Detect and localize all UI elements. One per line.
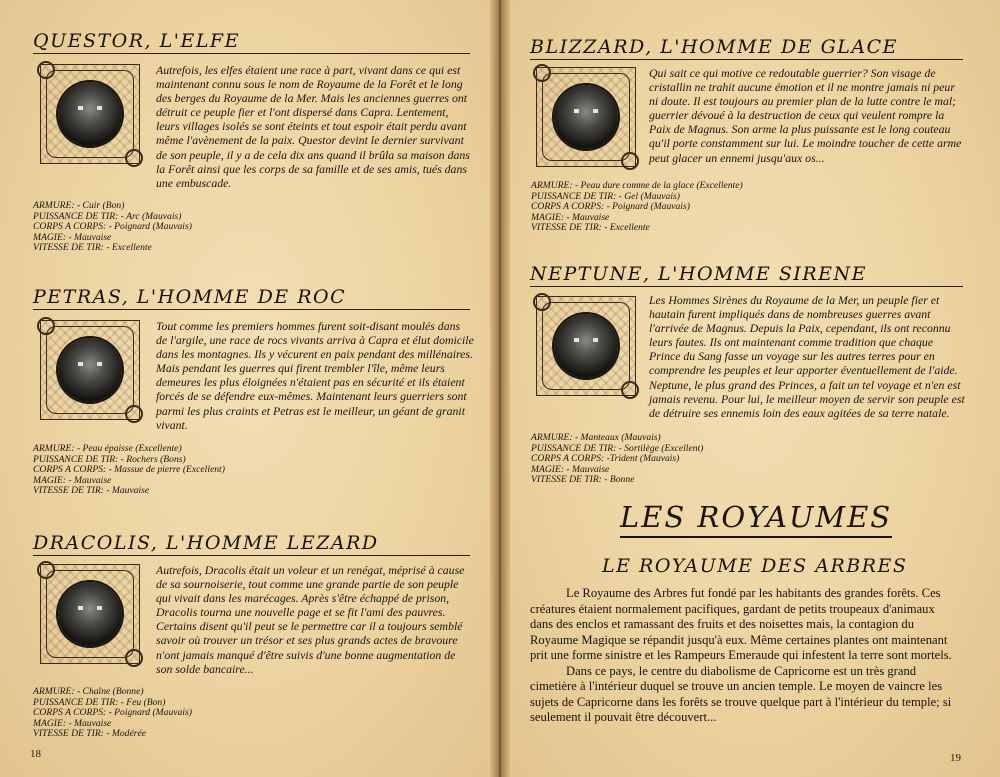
frame-curl [125,149,143,167]
frame-curl [533,64,551,82]
frame-curl [37,61,55,79]
stat-fire-speed: VITESSE DE TIR: - Bonne [531,474,635,486]
portrait-medallion [58,82,122,146]
character-dracolis [33,532,470,556]
stat-magic: MAGIE: - Mauvaise [33,474,112,486]
stat-magic: MAGIE: - Mauvaise [531,211,610,223]
stat-melee: CORPS A CORPS: -Trident (Mauvais) [531,453,680,465]
character-questor [33,30,470,54]
stat-firepower: PUISSANCE DE TIR: - Rochers (Bons) [33,453,186,465]
stat-armor: ARMURE: - Manteaux (Mauvais) [531,432,661,443]
frame-curl [621,381,639,399]
character-description: Autrefois, les elfes étaient une race à part, vivant dans ce qui est maintenant connu sous le nom de Royaume de la Forêt et le long des berges du Royaume de la Mer. Mais les anciennes guerres ont détruit ce peuple fier et l'ont dispersé dans Capra. Lentement, leurs villages isolés se sont éteints et tout espoir était perdu avant même l'avènement de la paix. Questor devint le dernier survivant de son peuple, il y a de cela dix ans quand il brûla sa maison dans la Forêt ainsi que les corps de sa famille et de ses amis, tués dans une embuscade. [156,63,470,190]
character-description: Les Hommes Sirènes du Royaume de la Mer, un peuple fier et hautain furent impliqués dans de nombreuses guerres avant l'arrivée de Magnus. Depuis la Paix, cependant, ils ont reconnu leurs fautes. Ils ont maintenant comme tradition que chaque Prince du Sang fasse un voyage sur les autres terres pour en comprendre les peuples et leur apporter éventuellement de l'aide. Neptune, le plus grand des Princes, a fait un tel voyage et n'en est jamais revenu. Pour lui, le meilleur moyen de servir son peuple est de détruire ses ennemis loin des eaux agitées de sa terre natale. [649,293,965,420]
kingdom-subtitle: LE ROYAUME DES ARBRES [602,555,908,577]
kingdom-body [530,586,958,726]
portrait-medallion [58,338,122,402]
frame-curl [125,649,143,667]
stat-melee: CORPS A CORPS: - Poignard (Mauvais) [33,221,192,233]
frame-curl [37,561,55,579]
kingdom-paragraph: Dans ce pays, le centre du diabolisme de Capricorne est un très grand cimetière à l'intérieur duquel se trouve un ancien temple. Le moyen de vaincre les sujets de Capricorne dans les forêts se trouve quelque part à l'intérieur du temple; si seulement il pouvait être découvert... [530,663,952,724]
book-gutter [490,0,510,777]
frame-curl [533,293,551,311]
character-stats [531,433,703,486]
elf-portrait-icon [40,64,140,164]
stat-fire-speed: VITESSE DE TIR: - Modérée [33,728,146,740]
stat-magic: MAGIE: - Mauvaise [531,463,610,475]
stat-melee: CORPS A CORPS: - Massue de pierre (Excellent) [33,464,225,476]
frame-curl [37,317,55,335]
character-blizzard [530,36,963,60]
stat-melee: CORPS A CORPS: - Poignard (Mauvais) [33,707,192,719]
character-stats [33,201,192,254]
stat-firepower: PUISSANCE DE TIR: - Feu (Bon) [33,696,166,708]
portrait-medallion [58,582,122,646]
character-description: Autrefois, Dracolis était un voleur et un renégat, méprisé à cause de sa sournoiserie, tout comme une grande partie de son peuple qui vivait dans les marécages. Après s'être échappé de prison, Dracolis tourna une nouvelle page et se fit l'ami des pauvres. Certains disent qu'il peut se le permettre car il a toujours semblé savoir où trouver un trésor et ses plus grands actes de bravoure n'ont jamais manqué d'être suivis d'une bonne augmentation de son solde bancaire... [156,563,465,676]
character-stats [33,687,192,740]
character-heading: QUESTOR, L'ELFE [33,30,470,54]
merman-portrait-icon [536,296,636,396]
stat-melee: CORPS A CORPS: - Poignard (Mauvais) [531,201,690,213]
stat-armor: ARMURE: - Peau dure comme de la glace (Excellente) [531,180,743,191]
lizard-man-portrait-icon [40,564,140,664]
stat-magic: MAGIE: - Mauvaise [33,717,112,729]
character-description: Qui sait ce qui motive ce redoutable guerrier? Son visage de cristallin ne trahit aucune émotion et il ne montre jamais ni peur ni doute. Il est toujours au premier plan de la lutte contre le mal; guerrier dévoué à la destruction de ceux qui veulent rompre la Paix de Magnus. Son arme la plus puissante est le long couteau qu'il porte constamment sur lui. Le moindre toucher de cette arme peut glacer un ennemi jusqu'aux os... [649,66,962,165]
kingdoms-title: LES ROYAUMES [620,500,892,538]
rock-man-portrait-icon [40,320,140,420]
page-number-left: 18 [30,748,41,760]
frame-curl [125,405,143,423]
portrait-medallion [554,314,618,378]
character-neptune [530,263,963,287]
character-stats [33,444,225,497]
character-heading: PETRAS, L'HOMME DE ROC [33,286,470,310]
character-heading: NEPTUNE, L'HOMME SIRENE [530,263,963,287]
character-heading: BLIZZARD, L'HOMME DE GLACE [530,36,963,60]
kingdom-paragraph: Le Royaume des Arbres fut fondé par les habitants des grandes forêts. Ces créatures étaient normalement pacifiques, gardant de petits troupeaux d'animaux dans des enclos et ramassant des fruits et des noisettes mais, la contagion du Royaume Magique se répandit jusqu'à eux. Même certaines plantes ont maintenant prit une forme sinistre et les Rampeurs Emeraude qui infestent la terre sont mortels. [530,586,952,662]
character-description: Tout comme les premiers hommes furent soit-disant moulés dans de l'argile, une race de rocs vivants arriva à Capra et élut domicile dans les montagnes. Ils y vécurent en paix pendant des millénaires. Mais pendant les guerres qui firent trembler l'île, même leurs demeures les plus éloignées n'étaient pas en sécurité et ils étaient forcés de se défendre eux-mêmes. Maintenant leurs guerriers sont parmi les plus craints et Petras est le meilleur, un géant de granit vivant. [156,319,474,432]
character-petras [33,286,470,310]
character-heading: DRACOLIS, L'HOMME LEZARD [33,532,470,556]
stat-fire-speed: VITESSE DE TIR: - Excellente [33,242,152,254]
stat-firepower: PUISSANCE DE TIR: - Sortilège (Excellent) [531,442,704,454]
frame-curl [621,152,639,170]
stat-magic: MAGIE: - Mauvaise [33,231,112,243]
stat-firepower: PUISSANCE DE TIR: - Gel (Mauvais) [531,190,680,202]
stat-armor: ARMURE: - Chaîne (Bonne) [33,686,144,697]
character-stats [531,181,743,234]
stat-armor: ARMURE: - Peau épaisse (Excellente) [33,443,182,454]
portrait-medallion [554,85,618,149]
page-number-right: 19 [950,752,961,764]
stat-armor: ARMURE: - Cuir (Bon) [33,200,125,211]
ice-man-portrait-icon [536,67,636,167]
stat-firepower: PUISSANCE DE TIR: - Arc (Mauvais) [33,210,182,222]
stat-fire-speed: VITESSE DE TIR: - Mauvaise [33,485,150,497]
stat-fire-speed: VITESSE DE TIR: - Excellente [531,222,650,234]
